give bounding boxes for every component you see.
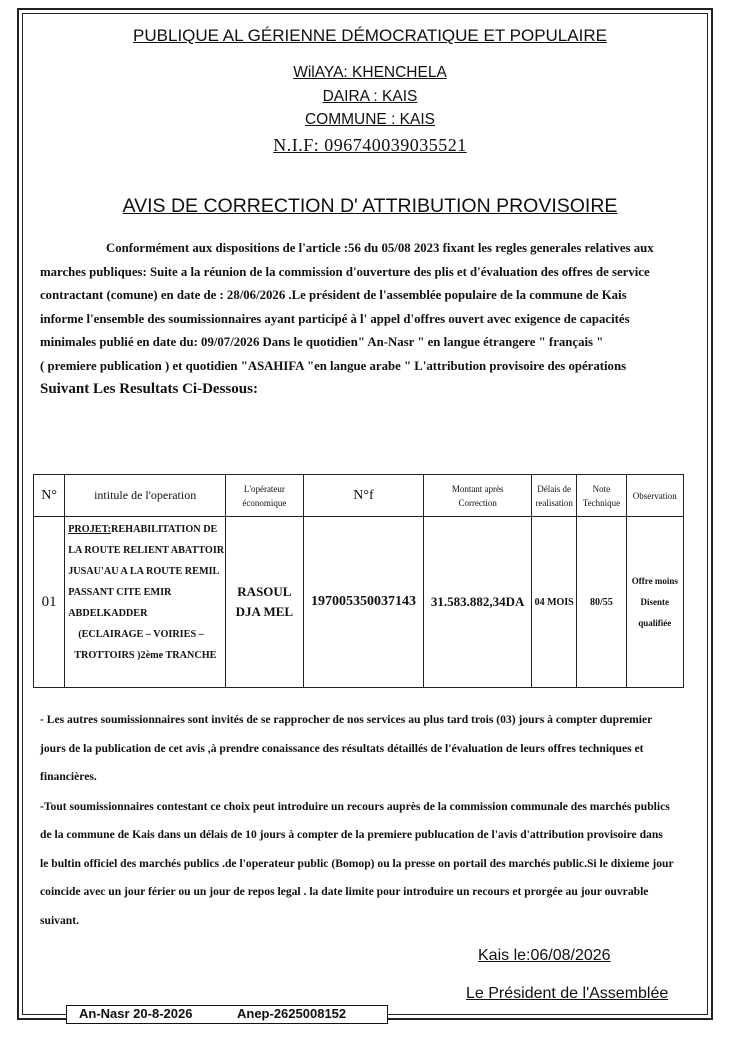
intro-line: minimales publié en date du: 09/07/2026 Dans le quotidien" An-Nasr " en langue étrangere " français " <box>40 335 604 349</box>
note-line: jours de la publication de cet avis ,à prendre conaissance des résultats détaillés de l'évaluation de leurs offres techniques et <box>40 741 644 755</box>
intitule-line: ABDELKADDER <box>68 608 148 619</box>
intro-line: marches publiques: Suite a la réunion de la commission d'ouverture des plis et d'évaluation des offres de service <box>40 264 650 279</box>
header-operateur-line: économique <box>242 497 287 508</box>
table-row <box>34 517 684 688</box>
note-line: le bultin officiel des marchés publics .de l'operateur public (Bomop) ou la presse on portail des marchés public.Si le dixieme jour <box>40 856 674 870</box>
signature-title: Le Président de l'Assemblée <box>466 985 669 1002</box>
table-header-row <box>34 475 684 517</box>
operateur-line: RASOUL <box>237 584 292 599</box>
intitule-line: LA ROUTE RELIENT ABATTOIR <box>68 545 225 556</box>
republic-heading: PUBLIQUE AL GÉRIENNE DÉMOCRATIQUE ET POPULAIRE <box>133 26 607 45</box>
cell-no: 01 <box>34 517 65 688</box>
intitule-line <box>68 519 225 540</box>
header-delais-line: Délais de <box>537 483 572 494</box>
projet-label: PROJET: <box>68 524 112 535</box>
nif-line: N.I.F: 096740039035521 <box>273 135 467 155</box>
intitule-line: JUSAU'AU A LA ROUTE REMIL <box>68 566 220 577</box>
intro-paragraph <box>40 237 682 402</box>
newspaper-ref: An-Nasr 20-8-2026 <box>79 1006 193 1021</box>
header-delais-line: realisation <box>535 497 573 508</box>
note-line: -Tout soumissionnaires contestant ce choix peut introduire un recours auprès de la commission communale des marchés publics <box>40 799 670 813</box>
note-line: de la commune de Kais dans un délais de 10 jours à compter de la premiere publucation de l'avis d'attribution provisoire dans <box>40 828 663 841</box>
cell-intitule <box>65 517 226 688</box>
publication-footer <box>66 1005 388 1024</box>
intro-line: informe l'ensemble des soumissionnaires ayant participé à l' appel d'offres ouvert avec exigence de capacités <box>40 311 630 326</box>
attribution-table <box>33 474 684 688</box>
cell-montant: 31.583.882,34DA <box>424 517 532 688</box>
header-montant-line: Correction <box>458 497 497 508</box>
intro-line: ( premiere publication ) et quotidien "ASAHIFA "en langue arabe " L'attribution provisoire des opérations <box>40 358 627 373</box>
intitule-text: REHABILITATION DE <box>111 524 218 535</box>
header-note <box>577 475 626 517</box>
document-title: AVIS DE CORRECTION D' ATTRIBUTION PROVISOIRE <box>122 195 618 217</box>
observation-line: qualifiée <box>638 617 672 628</box>
header-montant-line: Montant après <box>451 483 504 494</box>
cell-note: 80/55 <box>577 517 626 688</box>
note-line: - Les autres soumissionnaires sont invités de se rapprocher de nos services au plus tard trois (03) jours à compter dupremier <box>40 713 653 726</box>
cell-nif: 197005350037143 <box>303 517 424 688</box>
header-intitule: intitule de l'operation <box>65 475 226 517</box>
header-note-line: Technique <box>582 497 621 508</box>
intitule-line: (ECLAIRAGE – VOIRIES – <box>78 629 204 640</box>
cell-observation <box>626 517 683 688</box>
header-delais <box>532 475 577 517</box>
place-date: Kais le:06/08/2026 <box>478 947 611 964</box>
observation-line: Disente <box>640 596 670 607</box>
intro-line: Conformément aux dispositions de l'article :56 du 05/08 2023 fixant les regles generales relatives aux <box>106 241 654 255</box>
header-operateur <box>226 475 303 517</box>
note-line: suivant. <box>40 913 79 927</box>
header-note-line: Note <box>592 483 611 494</box>
notes-section <box>40 706 682 935</box>
observation-line: Offre moins <box>631 575 678 586</box>
commune-line: COMMUNE : KAIS <box>304 111 436 128</box>
cell-operateur <box>226 517 303 688</box>
header-observation: Observation <box>626 475 683 517</box>
note-line: coincide avec un jour férier ou un jour de repos legal . la date limite pour introduire un recours et prorgée au jour ouvrable <box>40 885 649 898</box>
daira-line: DAIRA : KAIS <box>322 88 418 105</box>
header-operateur-line: L'opérateur <box>243 483 285 494</box>
intitule-line: TROTTOIRS )2ème TRANCHE <box>74 650 217 661</box>
header-no: N° <box>34 475 65 517</box>
intro-line: contractant (comune) en date de : 28/06/2026 .Le président de l'assemblée populaire de la commune de Kais <box>40 288 627 302</box>
header-nif: N°f <box>303 475 424 517</box>
cell-delais: 04 MOIS <box>532 517 577 688</box>
wilaya-line: WilAYA: KHENCHELA <box>293 64 447 81</box>
intitule-line: PASSANT CITE EMIR <box>68 587 172 598</box>
header-montant <box>424 475 532 517</box>
anep-ref: Anep-2625008152 <box>237 1006 347 1021</box>
intro-line: Suivant Les Resultats Ci-Dessous: <box>40 381 258 397</box>
operateur-line: DJA MEL <box>235 604 294 619</box>
note-line: financières. <box>40 770 97 783</box>
